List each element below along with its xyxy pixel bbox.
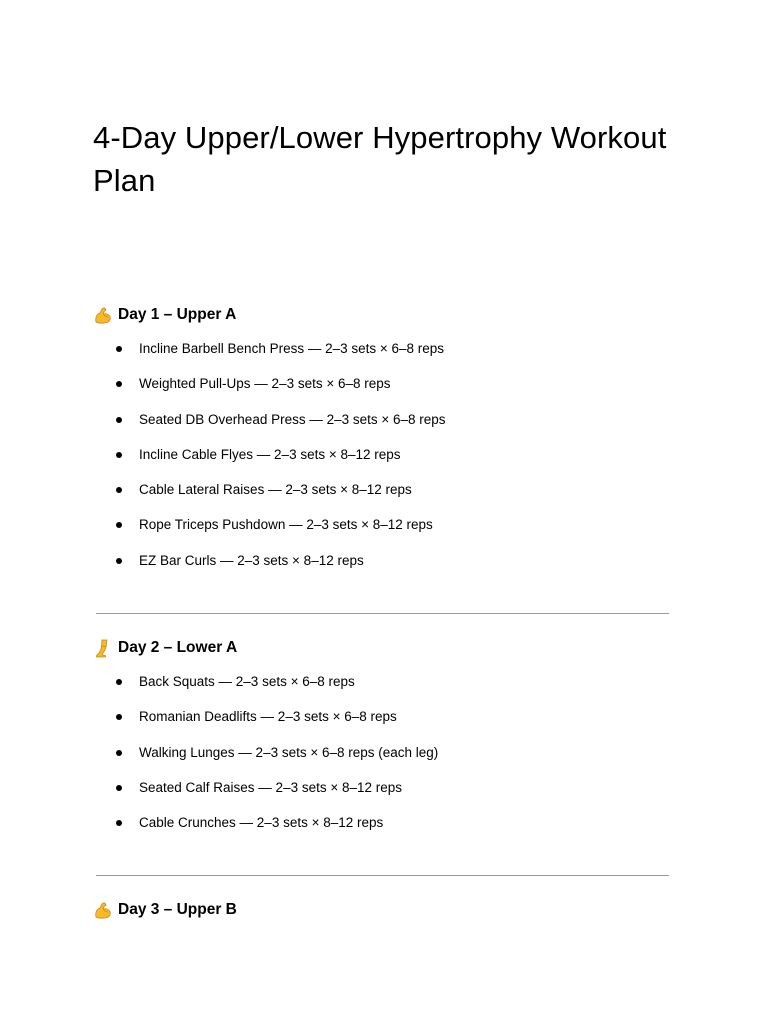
list-item	[116, 517, 446, 552]
exercise-text: Seated Calf Raises — 2–3 sets × 8–12 reps	[139, 779, 403, 795]
document-title: 4-Day Upper/Lower Hypertrophy Workout Plan	[93, 120, 667, 198]
exercise-text: Walking Lunges — 2–3 sets × 6–8 reps (each leg)	[139, 744, 439, 760]
flexed-biceps-icon	[93, 900, 113, 920]
exercise-text: Cable Lateral Raises — 2–3 sets × 8–12 reps	[139, 482, 412, 498]
day-1-heading	[93, 304, 236, 326]
day-3-heading	[93, 899, 237, 921]
section-divider	[96, 613, 669, 614]
list-item	[116, 412, 446, 447]
day-2-exercise-list	[116, 674, 438, 850]
day-1-exercise-list	[116, 341, 446, 588]
bullet-icon	[116, 487, 122, 493]
exercise-text: Weighted Pull-Ups — 2–3 sets × 6–8 reps	[139, 376, 391, 392]
day-2-heading	[93, 637, 237, 659]
flexed-biceps-icon	[93, 305, 113, 325]
exercise-text: Seated DB Overhead Press — 2–3 sets × 6–8 reps	[139, 411, 446, 427]
day-heading-label: Day 1 – Upper A	[118, 306, 237, 323]
bullet-icon	[116, 820, 122, 826]
bullet-icon	[116, 785, 122, 791]
bullet-icon	[116, 452, 122, 458]
bullet-icon	[116, 346, 122, 352]
exercise-text: Rope Triceps Pushdown — 2–3 sets × 8–12 reps	[139, 517, 433, 533]
list-item	[116, 447, 446, 482]
list-item	[116, 815, 438, 850]
exercise-text: Incline Cable Flyes — 2–3 sets × 8–12 reps	[139, 446, 401, 462]
bullet-icon	[116, 381, 122, 387]
leg-icon	[93, 638, 113, 658]
list-item	[116, 745, 438, 780]
list-item	[116, 482, 446, 517]
bullet-icon	[116, 558, 122, 564]
list-item	[116, 553, 446, 588]
exercise-text: Romanian Deadlifts — 2–3 sets × 6–8 reps	[139, 709, 397, 725]
list-item	[116, 341, 446, 376]
exercise-text: Incline Barbell Bench Press — 2–3 sets × 6–8 reps	[139, 341, 445, 356]
section-divider	[96, 875, 669, 876]
day-heading-label: Day 2 – Lower A	[118, 639, 238, 656]
list-item	[116, 376, 446, 411]
bullet-icon	[116, 417, 122, 423]
bullet-icon	[116, 714, 122, 720]
bullet-icon	[116, 522, 122, 528]
exercise-text: Back Squats — 2–3 sets × 6–8 reps	[139, 674, 355, 689]
exercise-text: EZ Bar Curls — 2–3 sets × 8–12 reps	[139, 552, 364, 568]
exercise-text: Cable Crunches — 2–3 sets × 8–12 reps	[139, 815, 384, 831]
list-item	[116, 674, 438, 709]
day-heading-label: Day 3 – Upper B	[118, 901, 237, 918]
bullet-icon	[116, 679, 122, 685]
list-item	[116, 709, 438, 744]
bullet-icon	[116, 750, 122, 756]
list-item	[116, 780, 438, 815]
